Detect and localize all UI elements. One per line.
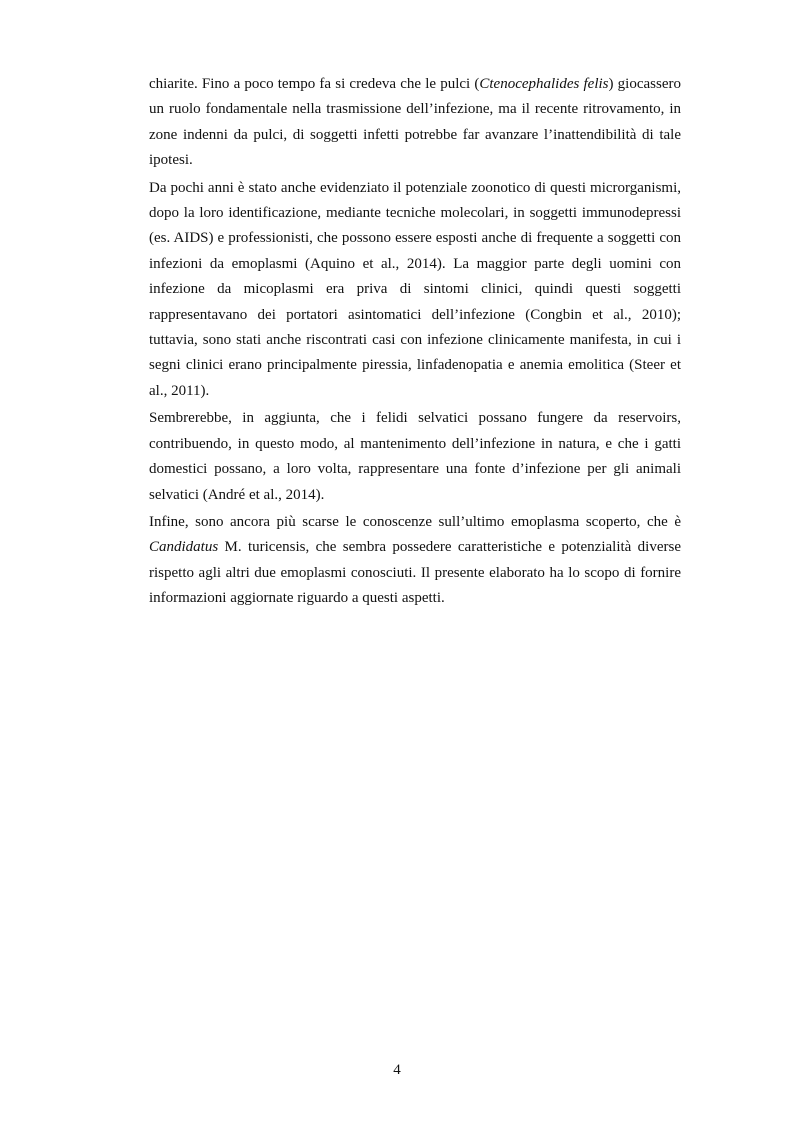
paragraph-zoonotic	[149, 176, 681, 405]
paragraph-wild-felids	[149, 406, 681, 508]
species-name-italic: Ctenocephalides felis	[479, 76, 609, 92]
paragraph-turicensis	[149, 510, 681, 612]
text-segment: Infine, sono ancora più scarse le conoscenze sull’ultimo emoplasma scoperto, che è	[149, 513, 681, 530]
text-segment: Sembrerebbe, in aggiunta, che i felidi selvatici possano fungere da reservoirs, contribuendo, in questo modo, al mantenimento dell’infezione in natura, e che i gatti domestici possano, a loro volta, rappresentare una fonte d’infezione per gli animali selvatici (André et al., 2014).	[149, 410, 681, 503]
text-segment: ) giocassero un ruolo fondamentale nella trasmissione dell’infezione, ma il recente ritrovamento, in zone indenni da pulci, di soggetti infetti potrebbe far avanzare l’inattendibilità di tale ipotesi.	[149, 76, 681, 169]
body-text	[149, 72, 681, 614]
text-segment: Da pochi anni è stato anche evidenziato il potenziale zoonotico di questi microrganismi, dopo la loro identificazione, mediante tecniche molecolari, in soggetti immunodepressi (es. AIDS) e professionisti, che possono essere esposti anche di frequente a soggetti con infezioni da emoplasmi (Aquino et al., 2014). La maggior parte degli uomini con infezione da micoplasmi era priva di sintomi clinici, quindi questi soggetti rappresentavano dei portatori asintomatici dell’infezione (Congbin et al., 2010); tuttavia, sono stati anche riscontrati casi con infezione clinicamente manifesta, in cui i segni clinici erano principalmente piressia, linfadenopatia e anemia emolitica (Steer et al., 2011).	[149, 179, 681, 399]
candidatus-italic: Candidatus	[149, 539, 219, 556]
page-number: 4	[393, 1062, 401, 1078]
text-segment: M. turicensis, che sembra possedere caratteristiche e potenzialità diverse rispetto agli altri due emoplasmi conosciuti. Il presente elaborato ha lo scopo di fornire informazioni aggiornate riguardo a questi aspetti.	[149, 539, 681, 607]
text-segment: chiarite. Fino a poco tempo fa si credeva che le pulci (	[149, 76, 480, 92]
paragraph-fleas	[149, 72, 681, 174]
